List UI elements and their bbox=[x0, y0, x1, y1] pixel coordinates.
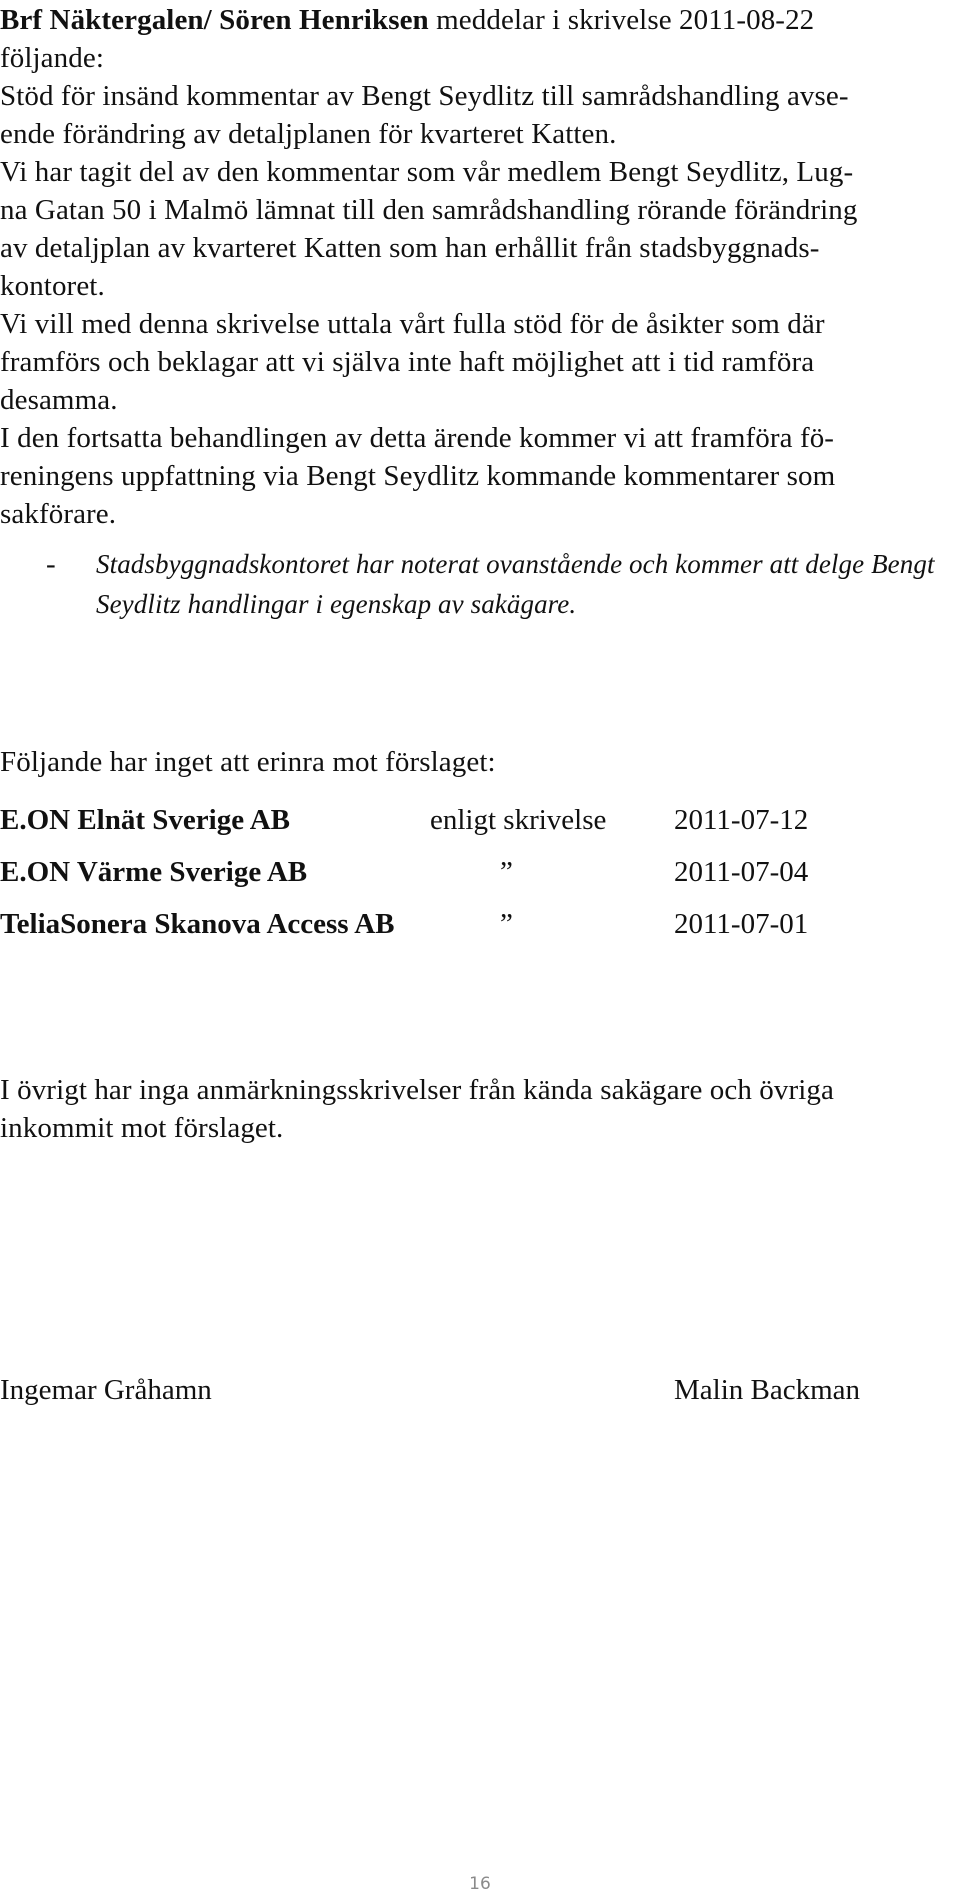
closing-line: inkommit mot förslaget. bbox=[0, 1112, 284, 1144]
author-name: Brf Näktergalen/ Sören Henriksen bbox=[0, 4, 429, 36]
body-line: na Gatan 50 i Malmö lämnat till den samrådshandling rörande förändring bbox=[0, 194, 858, 226]
body-line: följande: bbox=[0, 42, 104, 74]
org-name: E.ON Värme Sverige AB bbox=[0, 856, 308, 888]
response-line: Stadsbyggnadskontoret har noterat ovanstående och kommer att delge Bengt bbox=[96, 549, 935, 579]
closing-line: I övrigt har inga anmärkningsskrivelser från kända sakägare och övriga bbox=[0, 1074, 834, 1106]
body-line: framförs och beklagar att vi själva inte haft möjlighet att i tid ramföra bbox=[0, 346, 815, 378]
org-via: ” bbox=[500, 856, 513, 888]
body-line: Vi har tagit del av den kommentar som vår medlem Bengt Seydlitz, Lug- bbox=[0, 156, 854, 188]
body-line: Vi vill med denna skrivelse uttala vårt fulla stöd för de åsikter som där bbox=[0, 308, 825, 340]
intro-rest: meddelar i skrivelse 2011-08-22 bbox=[428, 4, 815, 36]
org-name: E.ON Elnät Sverige AB bbox=[0, 804, 291, 836]
intro-line bbox=[0, 0, 814, 40]
body-line: I den fortsatta behandlingen av detta ärende kommer vi att framföra fö- bbox=[0, 422, 835, 454]
org-via: enligt skrivelse bbox=[430, 804, 607, 836]
org-date: 2011-07-04 bbox=[674, 856, 809, 888]
body-line: Stöd för insänd kommentar av Bengt Seydlitz till samrådshandling avse- bbox=[0, 80, 849, 112]
body-line: reningens uppfattning via Bengt Seydlitz kommande kommentarer som bbox=[0, 460, 836, 492]
body-line: sakförare. bbox=[0, 498, 117, 530]
body-line: kontoret. bbox=[0, 270, 105, 302]
org-date: 2011-07-12 bbox=[674, 804, 809, 836]
page-number: 16 bbox=[469, 1874, 491, 1894]
org-name: TeliaSonera Skanova Access AB bbox=[0, 908, 395, 940]
signature-left: Ingemar Gråhamn bbox=[0, 1374, 212, 1406]
response-dash: - bbox=[46, 548, 56, 580]
body-line: ende förändring av detaljplanen för kvarteret Katten. bbox=[0, 118, 617, 150]
no-objection-heading: Följande har inget att erinra mot förslaget: bbox=[0, 746, 496, 778]
response-line: Seydlitz handlingar i egenskap av sakägare. bbox=[96, 589, 577, 619]
signature-right: Malin Backman bbox=[674, 1374, 861, 1406]
org-date: 2011-07-01 bbox=[674, 908, 809, 940]
org-via: ” bbox=[500, 908, 513, 940]
body-line: av detaljplan av kvarteret Katten som han erhållit från stadsbyggnads- bbox=[0, 232, 820, 264]
body-line: desamma. bbox=[0, 384, 118, 416]
